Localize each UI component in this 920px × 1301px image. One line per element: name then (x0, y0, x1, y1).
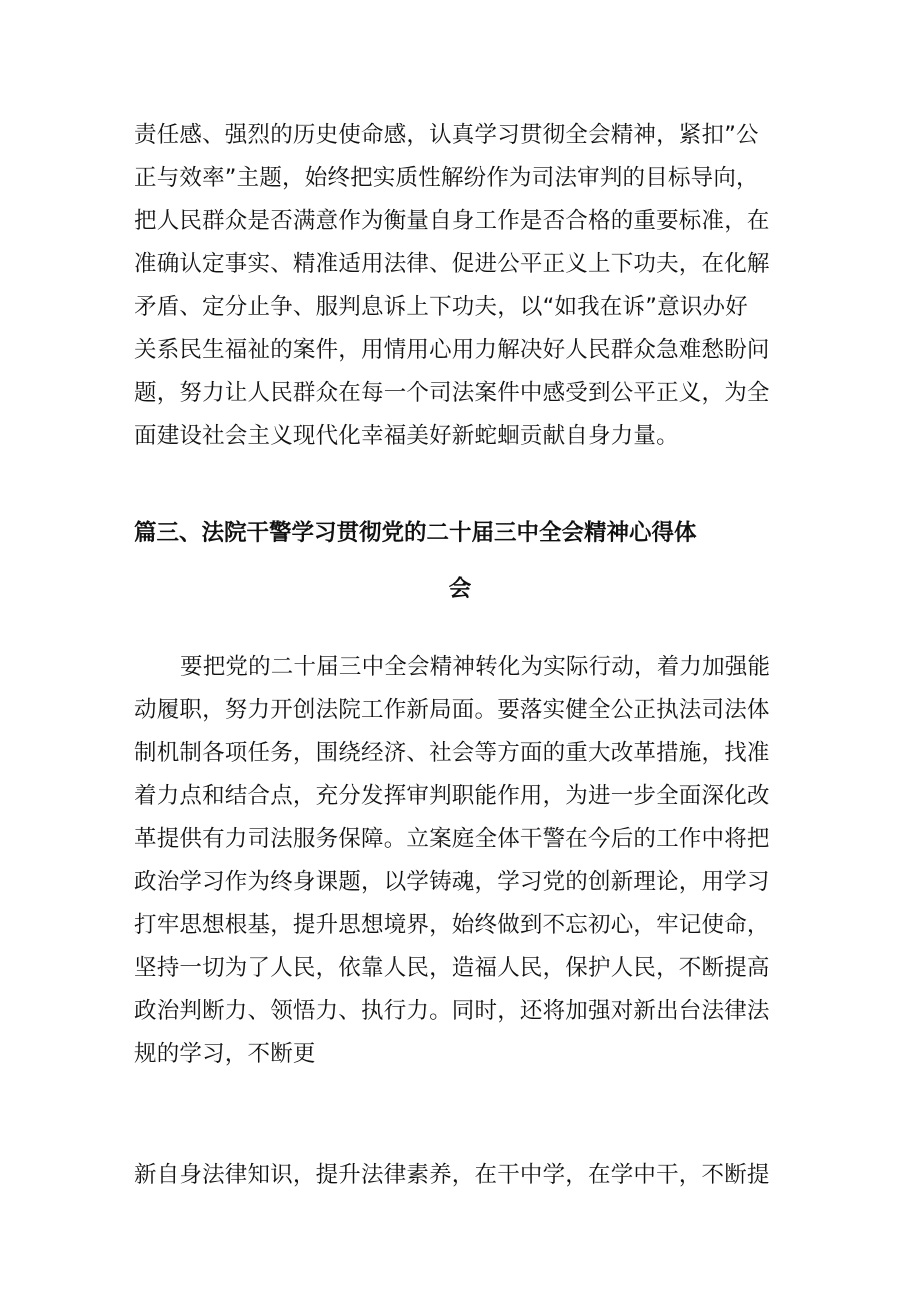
text-line: 坚持一切为了人民，依靠人民，造福人民，保护人民，不断提高 (134, 955, 770, 981)
text-line: 要把党的二十届三中全会精神转化为实际行动，着力加强能 (180, 654, 771, 680)
paragraph-body (134, 646, 794, 1076)
text-line: 革提供有力司法服务保障。立案庭全体干警在今后的工作中将把 (134, 826, 770, 852)
text-line: 关系民生福祉的案件，用情用心用力解决好人民群众急难愁盼问 (134, 337, 770, 363)
paragraph-continued-next (134, 1154, 794, 1197)
text-line: 矛盾、定分止争、服判息诉上下功夫，以“如我在诉”意识办好 (134, 294, 748, 320)
paragraph-continued (134, 114, 794, 458)
text-line: 正与效率”主题，始终把实质性解纷作为司法审判的目标导向， (134, 165, 759, 191)
text-line: 新自身法律知识，提升法律素养，在干中学，在学中干，不断提 (134, 1162, 770, 1188)
text-line: 动履职，努力开创法院工作新局面。要落实健全公正执法司法体 (134, 697, 770, 723)
text-line: 题，努力让人民群众在每一个司法案件中感受到公平正义，为全 (134, 380, 770, 406)
text-line: 制机制各项任务，围绕经济、社会等方面的重大改革措施，找准 (134, 740, 770, 766)
text-line: 规的学习，不断更 (134, 1041, 316, 1067)
section-heading: 篇三、法院干警学习贯彻党的二十届三中全会精神心得体 (134, 520, 697, 546)
text-line: 把人民群众是否满意作为衡量自身工作是否合格的重要标准，在 (134, 208, 770, 234)
text-line: 责任感、强烈的历史使命感，认真学习贯彻全会精神，紧扣”公 (134, 122, 759, 148)
text-line: 准确认定事实、精准适用法律、促进公平正义上下功夫，在化解 (134, 251, 770, 277)
text-line: 打牢思想根基，提升思想境界，始终做到不忘初心，牢记使命， (134, 912, 770, 938)
text-line: 政治判断力、领悟力、执行力。同时，还将加强对新出台法律法 (134, 998, 770, 1024)
text-line: 着力点和结合点，充分发挥审判职能作用，为进一步全面深化改 (134, 783, 770, 809)
text-line: 政治学习作为终身课题，以学铸魂，学习党的创新理论，用学习 (134, 869, 770, 895)
section-heading-continued: 会 (448, 576, 472, 602)
text-line: 面建设社会主义现代化幸福美好新蛇蛔贡献自身力量。 (134, 423, 679, 449)
